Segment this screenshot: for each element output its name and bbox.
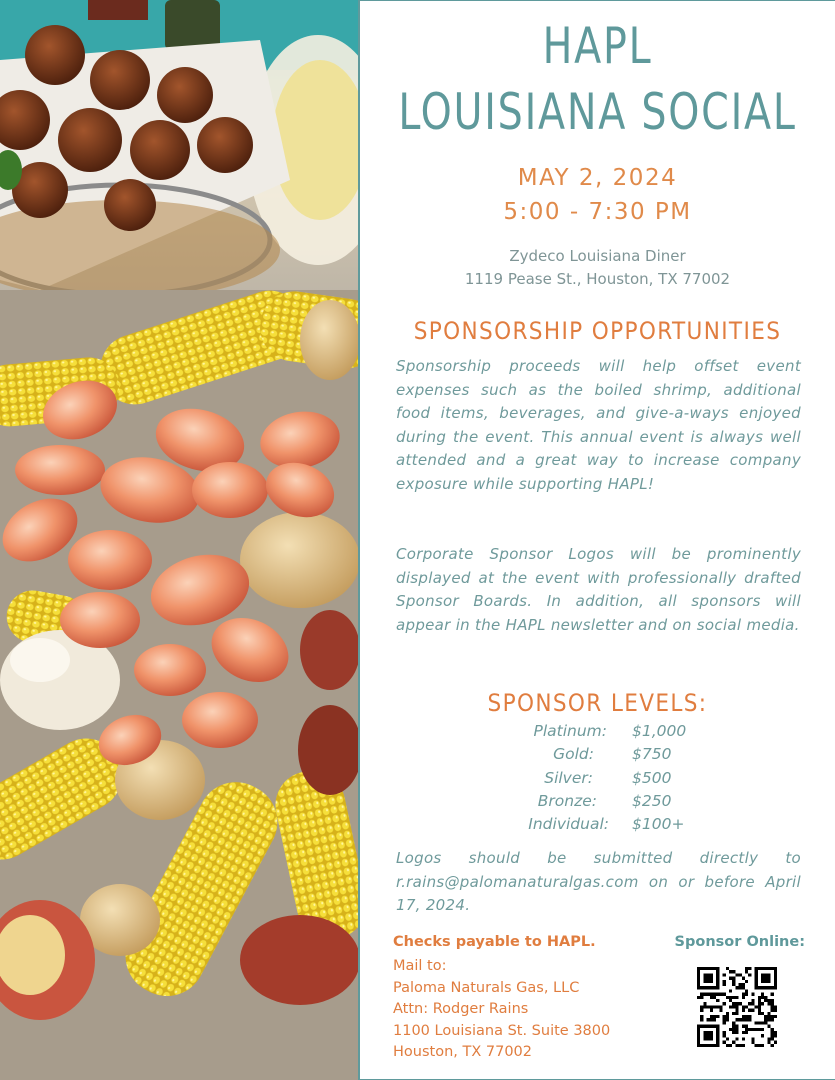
level-amount: $500 xyxy=(632,768,672,787)
title-line-2: LOUISIANA SOCIAL xyxy=(398,83,797,141)
level-name: Individual: xyxy=(528,815,609,834)
level-name: Gold: xyxy=(553,745,594,764)
mail-line: Attn: Rodger Rains xyxy=(393,1001,529,1017)
level-row xyxy=(360,815,835,838)
venue-name: Zydeco Louisiana Diner xyxy=(509,247,686,265)
level-row xyxy=(360,745,835,768)
level-name: Silver: xyxy=(544,768,593,787)
level-amount: $250 xyxy=(632,791,672,810)
venue-address: 1119 Pease St., Houston, TX 77002 xyxy=(464,270,731,288)
sponsorship-paragraph-1: Sponsorship proceeds will help offset event expenses such as the boiled shrimp, additional food items, beverages, and give-a-ways enjoyed during the event. This annual event is always well attended and a great way to increase company exposure while supporting HAPL! xyxy=(396,357,801,493)
mail-line: Mail to: xyxy=(393,958,447,974)
sponsorship-paragraph-2: Corporate Sponsor Logos will be prominently displayed at the event with professionally drafted Sponsor Boards. In addition, all sponsors will appear in the HAPL newsletter and on social media. xyxy=(396,545,801,634)
event-date: MAY 2, 2024 xyxy=(517,165,678,191)
event-time: 5:00 - 7:30 PM xyxy=(503,199,692,225)
level-row xyxy=(360,792,835,815)
mailing-address xyxy=(393,956,610,1064)
level-amount: $750 xyxy=(632,745,672,764)
level-name: Bronze: xyxy=(537,791,597,810)
level-row xyxy=(360,769,835,792)
sponsor-levels-heading: SPONSOR LEVELS: xyxy=(487,689,708,717)
level-name: Platinum: xyxy=(533,722,607,740)
mail-line: Paloma Naturals Gas, LLC xyxy=(393,979,580,996)
sponsorship-heading: SPONSORSHIP OPPORTUNITIES xyxy=(413,317,782,345)
sponsor-online-label: Sponsor Online: xyxy=(674,934,805,950)
food-photo xyxy=(0,0,358,1080)
level-amount: $100+ xyxy=(632,815,685,834)
qr-code-icon[interactable] xyxy=(697,967,777,1047)
level-amount: $1,000 xyxy=(632,722,687,740)
sponsor-levels-list xyxy=(360,722,835,838)
title-line-1: HAPL xyxy=(542,17,653,75)
checks-payable: Checks payable to HAPL. xyxy=(393,934,596,950)
flyer-content xyxy=(358,0,835,1080)
mail-line: 1100 Louisiana St. Suite 3800 xyxy=(393,1022,611,1039)
logos-note: Logos should be submitted directly to r.rains@palomanaturalgas.com on or before April 17, 2024. xyxy=(396,849,801,914)
crawfish-boil-photo xyxy=(0,0,358,1080)
level-row xyxy=(360,722,835,745)
mail-line: Houston, TX 77002 xyxy=(393,1044,533,1060)
